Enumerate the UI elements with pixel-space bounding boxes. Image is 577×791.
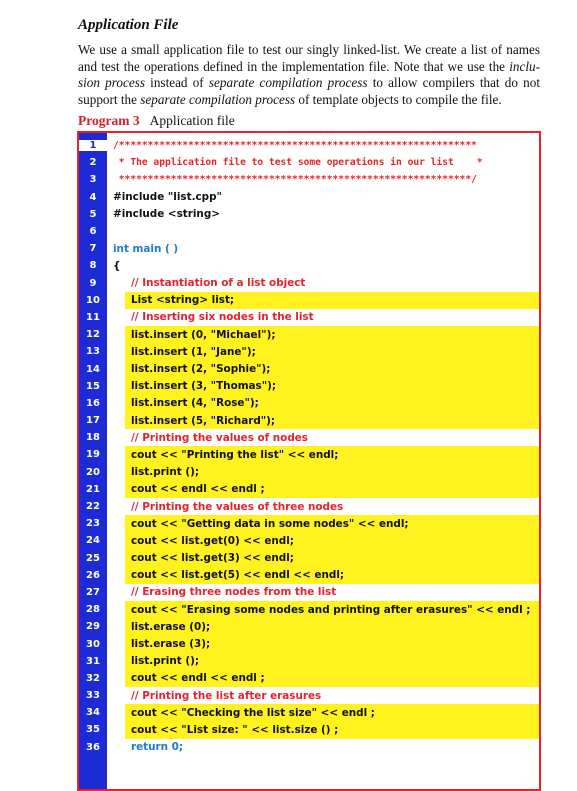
code-line [79,292,539,309]
line-number: 30 [86,638,100,650]
code-line [79,275,539,292]
para-italic-3: separate compilation process [140,91,296,107]
code-text: /************************************************************** [113,140,477,152]
section-title: Application File [78,17,179,33]
code-text: // Printing the values of nodes [131,431,308,444]
code-text: #include "list.cpp" [113,191,222,204]
program-title: Application file [149,113,235,128]
line-number: 26 [86,569,100,581]
code-line [79,687,539,704]
line-number: 3 [89,174,97,186]
code-line [79,704,539,721]
code-text: cout << "List size: " << list.size () ; [125,721,539,738]
line-number: 32 [86,672,100,684]
program-caption [78,113,235,129]
code-line [79,343,539,360]
code-text: list.insert (2, "Sophie"); [125,360,539,377]
code-line [79,223,539,240]
code-line [79,309,539,326]
code-text: { [113,259,121,272]
code-text: // Instantiation of a list object [131,277,306,290]
code-line [79,721,539,738]
para-italic-1: inclu-sion process [78,58,540,90]
code-line [79,429,539,446]
code-line [79,739,539,756]
line-number: 15 [86,380,100,392]
code-lines [79,137,539,756]
code-text: cout << "Checking the list size" << endl ; [125,704,539,721]
para-text-4: of template objects to compile the file. [295,91,502,107]
code-text: int main ( ) [113,242,179,255]
line-number: 20 [86,466,100,478]
para-italic-2: separate compilation process [208,75,368,90]
code-line [79,481,539,498]
code-line [79,584,539,601]
para-text-2: instead of [144,75,209,90]
code-text: *************************************************************/ [113,174,477,186]
code-line [79,550,539,567]
line-number: 23 [86,518,100,530]
line-number: 11 [86,311,100,323]
line-number: 35 [86,724,100,736]
line-number: 22 [86,501,100,513]
code-text: * The application file to test some operations in our list * [113,157,483,169]
code-text: cout << endl << endl ; [125,481,539,498]
code-line [79,532,539,549]
code-text: list.print (); [125,653,539,670]
code-text: // Printing the list after erasures [131,689,322,702]
code-text [107,223,539,240]
code-text: cout << list.get(5) << endl << endl; [125,567,539,584]
code-line [79,257,539,274]
line-number: 7 [89,243,97,255]
line-number: 19 [86,449,100,461]
code-listing [77,131,541,791]
code-line [79,360,539,377]
line-number: 12 [86,329,100,341]
code-line [79,601,539,618]
line-number: 4 [89,191,97,203]
code-line [79,395,539,412]
line-number: 24 [86,535,100,547]
code-line [79,567,539,584]
para-text-1: We use a small application file to test our singly linked-list. We create a list of names and test the operations defined in the implementation file. Note that we use the [78,42,540,74]
code-line [79,653,539,670]
line-number: 14 [86,363,100,375]
code-line [79,137,539,154]
line-number: 9 [89,277,97,289]
code-line [79,206,539,223]
line-number: 21 [86,483,100,495]
line-number: 1 [79,140,107,151]
code-line [79,412,539,429]
code-line [79,171,539,188]
line-number: 29 [86,621,100,633]
code-text: return 0; [131,741,184,754]
code-text: #include <string> [113,208,220,221]
line-number: 18 [86,432,100,444]
line-number: 2 [89,157,97,169]
code-text: list.erase (0); [125,618,539,635]
line-number: 6 [89,226,97,238]
code-text: list.print (); [125,464,539,481]
code-line [79,635,539,652]
line-number: 17 [86,415,100,427]
code-line [79,326,539,343]
code-line [79,189,539,206]
code-line [79,154,539,171]
code-line [79,378,539,395]
code-line [79,618,539,635]
code-text: // Erasing three nodes from the list [131,586,337,599]
line-number: 31 [86,655,100,667]
line-number: 36 [86,741,100,753]
line-number: 10 [86,294,100,306]
line-number: 13 [86,346,100,358]
code-text: cout << endl << endl ; [125,670,539,687]
code-line [79,464,539,481]
code-text: cout << "Printing the list" << endl; [125,446,539,463]
code-text: // Inserting six nodes in the list [131,311,314,324]
code-text: cout << "Erasing some nodes and printing after erasures" << endl ; [125,601,539,618]
line-number: 25 [86,552,100,564]
line-number: 27 [86,586,100,598]
line-number: 33 [86,690,100,702]
code-text: List <string> list; [125,292,539,309]
code-text: list.insert (1, "Jane"); [125,343,539,360]
program-label: Program 3 [78,113,140,128]
code-text: list.insert (4, "Rose"); [125,395,539,412]
code-line [79,240,539,257]
code-text: cout << list.get(3) << endl; [125,550,539,567]
code-text: list.insert (5, "Richard"); [125,412,539,429]
line-number: 5 [89,208,97,220]
line-number: 8 [89,260,97,272]
code-line [79,446,539,463]
code-text: list.insert (3, "Thomas"); [125,378,539,395]
code-text: cout << "Getting data in some nodes" << endl; [125,515,539,532]
code-line [79,498,539,515]
line-number: 34 [86,707,100,719]
code-text: cout << list.get(0) << endl; [125,532,539,549]
code-text: // Printing the values of three nodes [131,500,344,513]
code-text: list.insert (0, "Michael"); [125,326,539,343]
code-line [79,515,539,532]
line-number: 16 [86,397,100,409]
code-text: list.erase (3); [125,635,539,652]
para-text-3: to allow compilers that do not support the [78,75,541,107]
body-paragraph [78,42,540,108]
code-line [79,670,539,687]
line-number: 28 [86,604,100,616]
